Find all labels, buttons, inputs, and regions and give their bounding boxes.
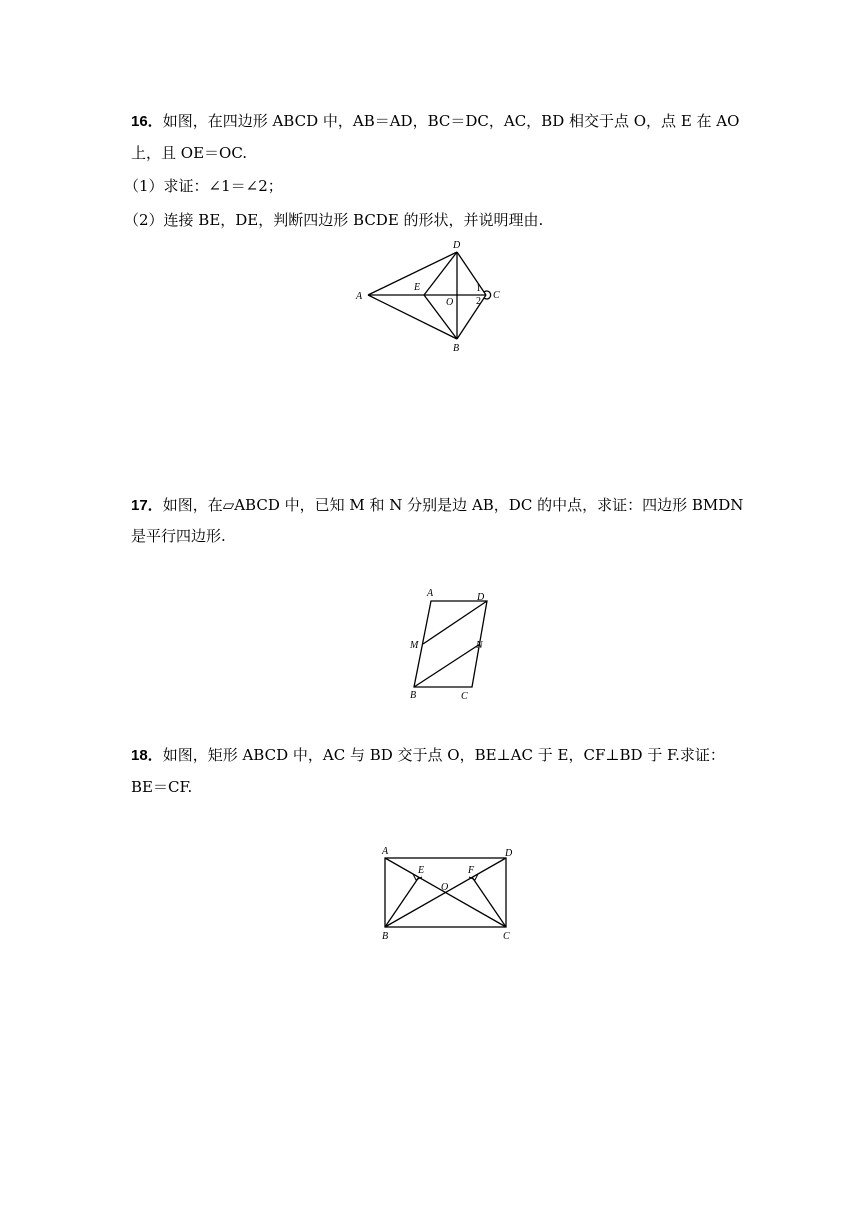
fig18-label-E: E (418, 865, 425, 876)
fig18-label-O: O (441, 882, 449, 893)
fig16-label-angle2: 2 (476, 296, 481, 307)
problem-16-part1: （1）求证：∠1＝∠2； (124, 177, 283, 195)
fig16-label-D: D (453, 240, 461, 251)
fig17-label-N: N (476, 640, 483, 651)
problem-18-text-line1: 如图，矩形 ABCD 中，AC 与 BD 交于点 O，BE⊥AC 于 E，CF⊥BD 于 F.求证： (162, 746, 725, 764)
fig18-label-B: B (382, 931, 389, 942)
fig16-label-C: C (493, 290, 500, 301)
fig17-label-B: B (410, 690, 417, 701)
fig17-label-A: A (427, 588, 434, 599)
problem-16-part2: （2）连接 BE，DE，判断四边形 BCDE 的形状，并说明理由. (124, 211, 544, 229)
fig17-label-M: M (410, 640, 419, 651)
fig17-label-C: C (461, 691, 468, 702)
fig16-label-B: B (453, 343, 460, 354)
fig16-label-angle1: 1 (476, 283, 481, 294)
segment-BE (385, 877, 419, 927)
problem-17-text-line1: 如图，在▱ABCD 中，已知 M 和 N 分别是边 AB，DC 的中点，求证：四边形 BMDN (162, 496, 744, 514)
problem-16-number: 16． (131, 113, 163, 130)
fig18-label-C: C (503, 931, 510, 942)
fig17-label-D: D (477, 592, 485, 603)
fig16-label-A: A (356, 291, 363, 302)
problem-17-number: 17． (131, 497, 163, 514)
problem-16-text-line1: 如图，在四边形 ABCD 中，AB＝AD，BC＝DC，AC，BD 相交于点 O，点 E 在 AO (162, 112, 740, 130)
problem-17-statement-line2: 是平行四边形. (131, 527, 226, 545)
fig16-label-E: E (414, 282, 421, 293)
fig16-label-O: O (446, 297, 454, 308)
problem-16-statement-line2: 上，且 OE＝OC. (131, 144, 248, 162)
fig18-label-A: A (382, 846, 389, 857)
fig18-label-D: D (505, 848, 513, 859)
problem-18-number: 18． (131, 747, 163, 764)
fig18-label-F: F (468, 865, 475, 876)
segment-CF (472, 877, 506, 927)
problem-18-statement-line2: BE＝CF. (131, 778, 193, 796)
